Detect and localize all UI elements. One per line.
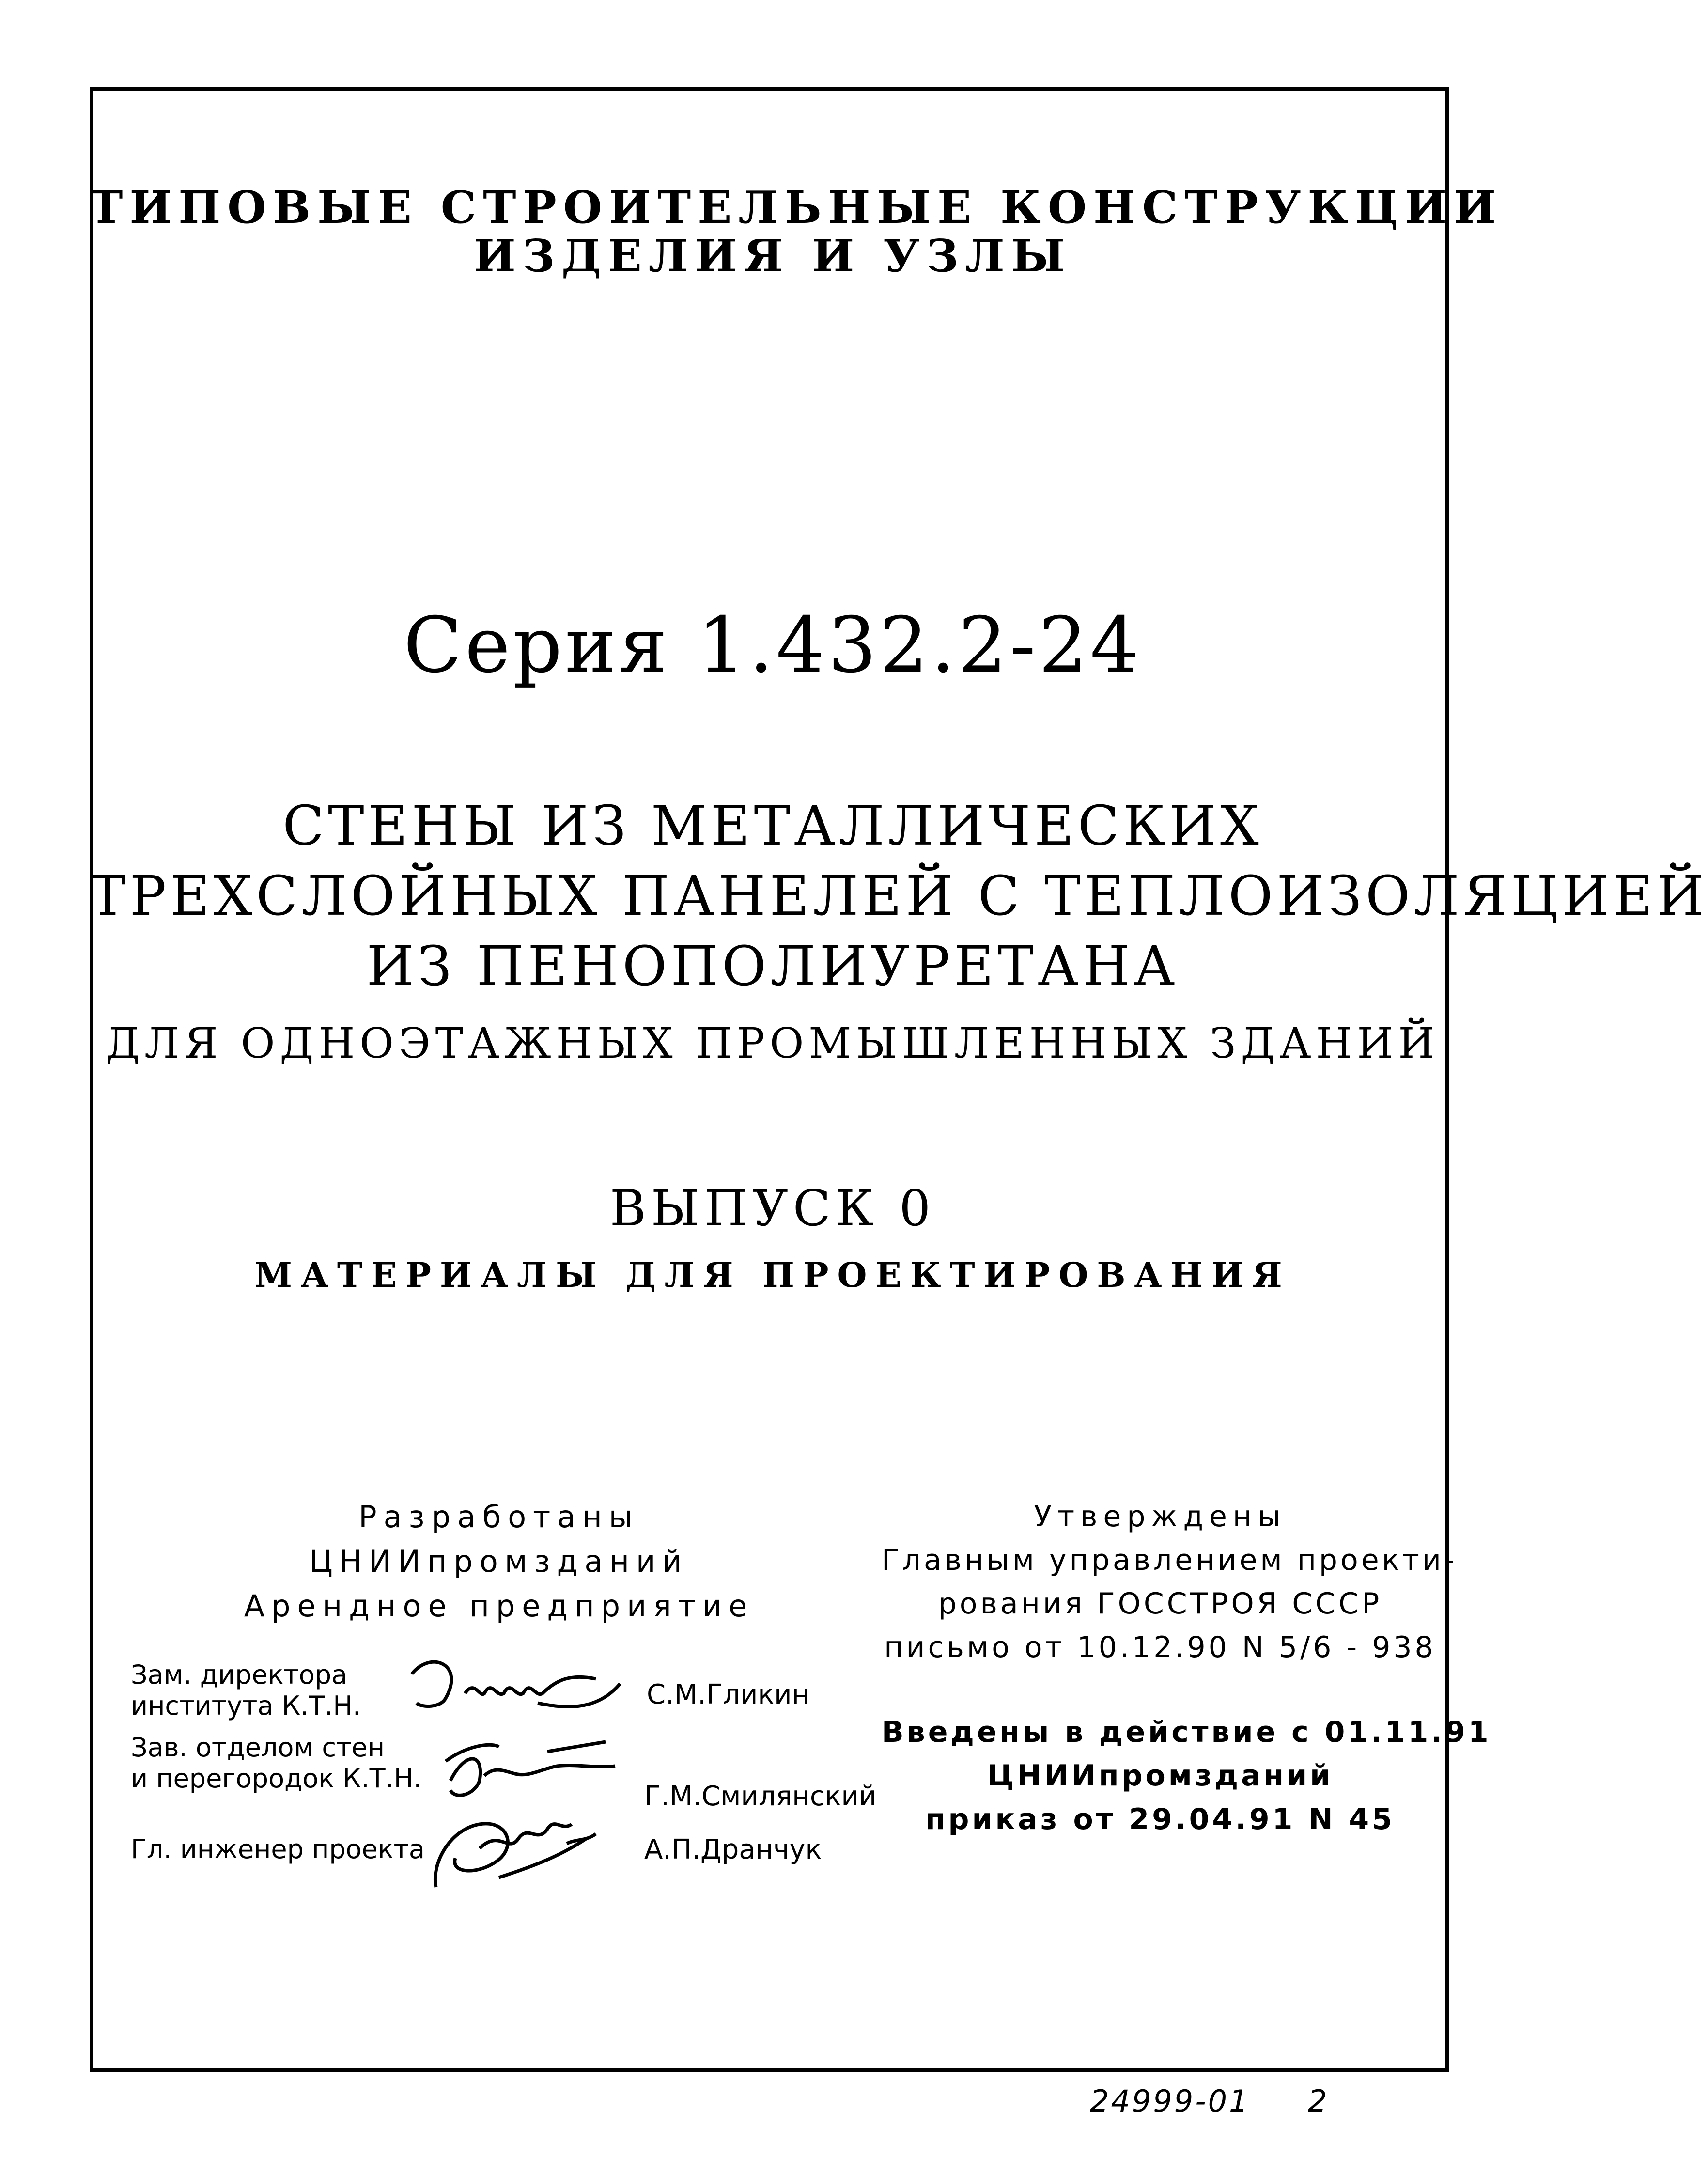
developed-org: ЦНИИпромзданий [309,1544,689,1579]
enacted-line-2: ЦНИИпромзданий [987,1759,1334,1793]
approved-line-3: письмо от 10.12.90 N 5/6 - 938 [884,1630,1436,1664]
signature-3 [421,1805,664,1902]
signatory-row [131,1824,886,1897]
signatory-row [131,1732,886,1812]
approved-heading: Утверждены [1034,1500,1287,1533]
title-line-2: ТРЕХСЛОЙНЫХ ПАНЕЛЕЙ С ТЕПЛОИЗОЛЯЦИЕЙ [90,865,1708,928]
issue-subtitle: МАТЕРИАЛЫ ДЛЯ ПРОЕКТИРОВАНИЯ [254,1255,1291,1295]
title-line-4 [90,1003,1456,1080]
signatory-name: С.М.Гликин [647,1679,810,1710]
title-line-4-text: ДЛЯ ОДНОЭТАЖНЫХ ПРОМЫШЛЕННЫХ ЗДАНИЙ [106,1019,1440,1068]
page-number: 2 [1308,2083,1327,2119]
approved-block [882,1495,1458,1669]
signatory-row [131,1659,886,1732]
issue-label: ВЫПУСК 0 [609,1180,936,1237]
signatory-name: А.П.Дранчук [644,1834,822,1865]
series-title: Серия 1.432.2-24 [403,601,1142,690]
approved-line-2: рования ГОССТРОЯ СССР [938,1587,1382,1621]
approved-line-1: Главным управлением проекти- [882,1543,1458,1577]
signatory-role: Зам. директора института К.Т.Н. [131,1659,361,1721]
signature-1 [392,1655,664,1727]
signatory-role: Гл. инженер проекта [131,1834,425,1864]
title-line-3: ИЗ ПЕНОПОЛИУРЕТАНА [366,935,1179,998]
developed-heading: Разработаны [358,1499,639,1534]
header-line-1: ТИПОВЫЕ СТРОИТЕЛЬНЫЕ КОНСТРУКЦИИ [90,181,1503,234]
signatory-role: Зав. отделом стен и перегородок К.Т.Н. [131,1732,422,1794]
enacted-line-3: приказ от 29.04.91 N 45 [925,1802,1395,1836]
developed-org-type: Арендное предприятие [244,1588,754,1624]
title-line-1: СТЕНЫ ИЗ МЕТАЛЛИЧЕСКИХ [282,795,1263,858]
signature-2 [431,1732,654,1805]
enacted-block [882,1710,1491,1841]
developed-block [213,1495,785,1628]
header-line-2: ИЗДЕЛИЯ И УЗЛЫ [473,230,1072,282]
enacted-line-1: Введены в действие с 01.11.91 [882,1715,1491,1749]
signatory-name: Г.М.Смилянский [644,1781,877,1812]
document-number: 24999-01 [1090,2083,1250,2119]
